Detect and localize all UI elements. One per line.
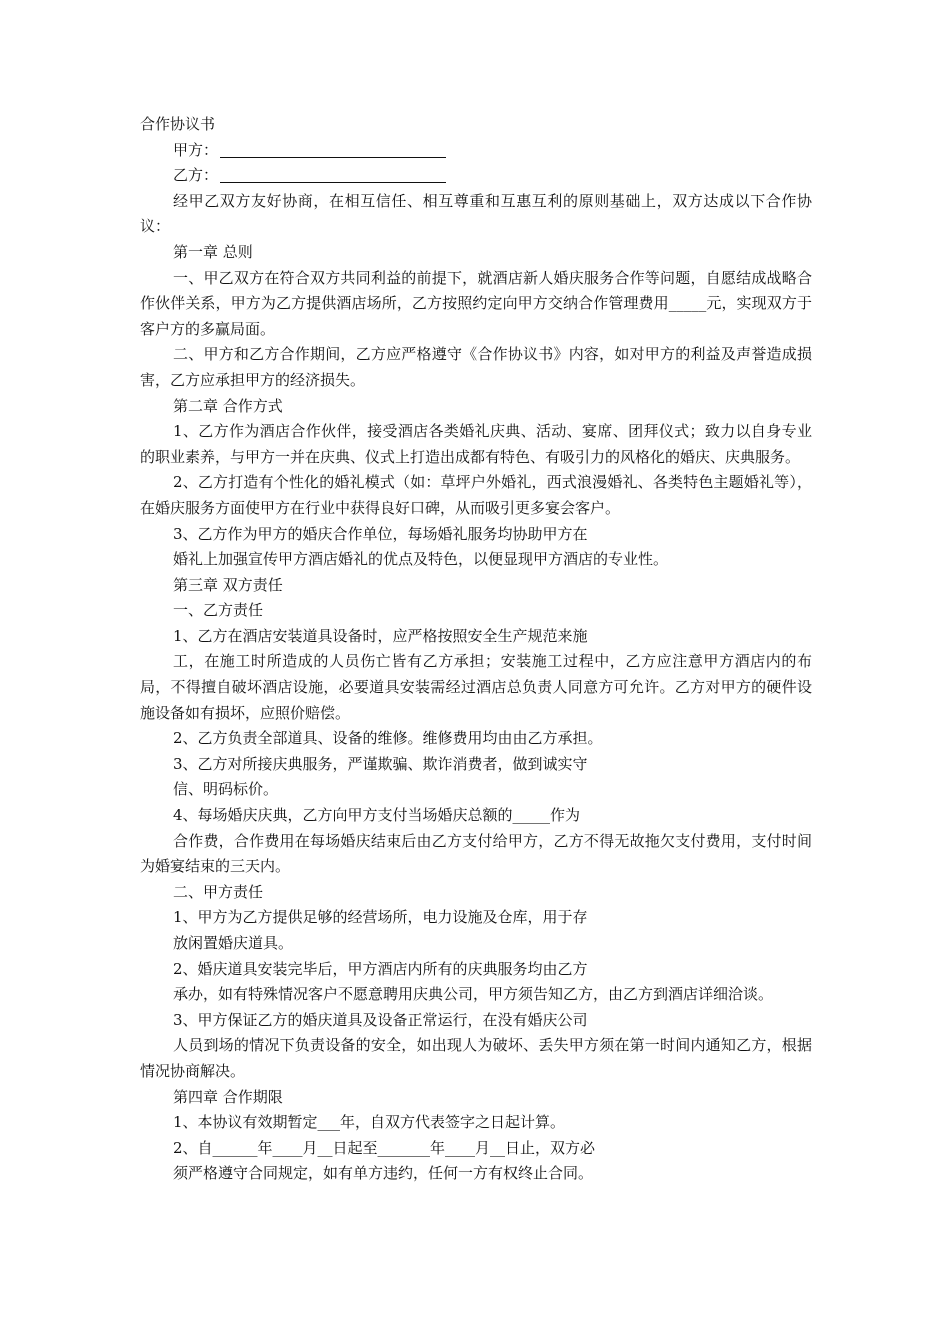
party-a-duty-3-body: 人员到场的情况下负责设备的安全，如出现人为破坏、丢失甲方须在第一时间内通知乙方，根据情况协商解决。 <box>140 1036 812 1080</box>
party-a-duty-1-end: 放闲置婚庆道具。 <box>173 934 294 952</box>
party-b-duties-heading: 一、乙方责任 <box>173 601 264 620</box>
party-b-duty-3-end: 信、明码标价。 <box>173 780 279 799</box>
intro-paragraph: 经甲乙双方友好协商，在相互信任、相互尊重和互惠互利的原则基础上，双方达成以下合作协议： <box>140 191 812 236</box>
party-b-duty-1-body: 工，在施工时所造成的人员伤亡皆有乙方承担；安装施工过程中，乙方应注意甲方酒店内的布局，不得擅自破坏酒店设施，必要道具安装需经过酒店总负责人同意方可允许。乙方对甲方的硬件设施设备如有损坏，应照价赔偿。 <box>140 652 812 722</box>
party-b-duty-3-start: 3、乙方对所接庆典服务，严谨欺骗、欺诈消费者，做到诚实守 <box>173 754 588 773</box>
chapter-2-clause-3-end: 婚礼上加强宣传甲方酒店婚礼的优点及特色，以便显现甲方酒店的专业性。 <box>173 550 669 569</box>
chapter-1-clause-2: 二、甲方和乙方合作期间，乙方应严格遵守《合作协议书》内容，如对甲方的利益及声誉造成损害，乙方应承担甲方的经济损失。 <box>140 345 812 389</box>
party-b-duty-4-body: 合作费，合作费用在每场婚庆结束后由乙方支付给甲方，乙方不得无故拖欠支付费用，支付时间为婚宴结束的三天内。 <box>140 831 812 876</box>
chapter-2-clause-3-start: 3、乙方作为甲方的婚庆合作单位，每场婚礼服务均协助甲方在 <box>173 524 588 543</box>
party-a-duty-2-start: 2、婚庆道具安装完毕后，甲方酒店内所有的庆典服务均由乙方 <box>173 959 588 978</box>
party-a-duties-heading: 二、甲方责任 <box>173 882 264 901</box>
chapter-1-clause-1: 一、甲乙双方在符合双方共同利益的前提下，就酒店新人婚庆服务合作等问题，自愿结成战略合作伙伴关系，甲方为乙方提供酒店场所，乙方按照约定向甲方交纳合作管理费用_____元，实现双方于客户方的多赢局面。 <box>140 268 812 338</box>
chapter-4-clause-2-end: 须严格遵守合同规定，如有单方违约，任何一方有权终止合同。 <box>173 1164 594 1183</box>
party-b-duty-1-start: 1、乙方在酒店安装道具设备时，应严格按照安全生产规范来施 <box>173 626 588 645</box>
chapter-4-title: 第四章 合作期限 <box>173 1087 283 1106</box>
party-a-duty-3-start: 3、甲方保证乙方的婚庆道具及设备正常运行，在没有婚庆公司 <box>173 1010 588 1029</box>
party-b-blank <box>220 166 446 183</box>
chapter-3-title: 第三章 双方责任 <box>173 575 283 594</box>
chapter-1-title: 第一章 总则 <box>173 242 253 261</box>
party-a-duty-2-body: 承办，如有特殊情况客户不愿意聘用庆典公司，甲方须告知乙方，由乙方到酒店详细洽谈。 <box>173 985 774 1004</box>
party-a-duty-1-start: 1、甲方为乙方提供足够的经营场所，电力设施及仓库，用于存 <box>173 908 588 927</box>
chapter-2-title: 第二章 合作方式 <box>173 396 283 415</box>
party-a-line <box>140 138 812 164</box>
chapter-4-clause-1: 1、本协议有效期暂定___年，自双方代表签字之日起计算。 <box>173 1113 566 1132</box>
party-b-label: 乙方： <box>173 166 219 185</box>
party-b-line <box>140 163 812 189</box>
chapter-2-clause-1: 1、乙方作为酒店合作伙伴，接受酒店各类婚礼庆典、活动、宴席、团拜仪式；致力以自身专业的职业素养，与甲方一并在庆典、仪式上打造出成都有特色、有吸引力的风格化的婚庆、庆典服务。 <box>140 422 812 466</box>
party-a-blank <box>220 141 446 158</box>
document-title: 合作协议书 <box>140 115 216 133</box>
chapter-4-clause-2-start: 2、自______年____月__日起至_______年____月__日止，双方必 <box>173 1138 596 1157</box>
agreement-document <box>140 112 812 1187</box>
chapter-2-clause-2: 2、乙方打造有个性化的婚礼模式（如：草坪户外婚礼，西式浪漫婚礼、各类特色主题婚礼等），在婚庆服务方面使甲方在行业中获得良好口碑，从而吸引更多宴会客户。 <box>140 473 812 517</box>
party-b-duty-4-start: 4、每场婚庆庆典，乙方向甲方支付当场婚庆总额的_____作为 <box>173 806 581 825</box>
party-b-duty-2: 2、乙方负责全部道具、设备的维修。维修费用均由由乙方承担。 <box>173 729 603 748</box>
party-a-label: 甲方： <box>173 140 219 159</box>
